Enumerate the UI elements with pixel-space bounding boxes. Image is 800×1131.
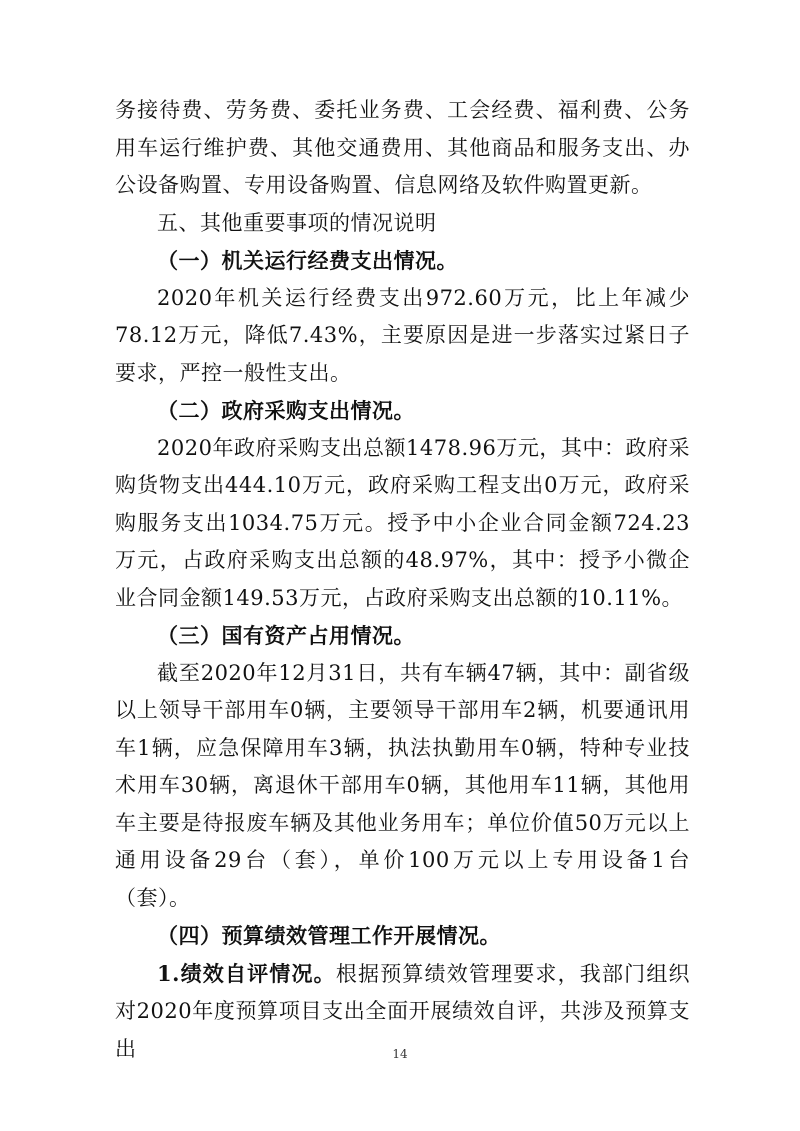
subsection-1-heading: （一）机关运行经费支出情况。 <box>157 248 458 273</box>
subsection-2-paragraph: 2020年政府采购支出总额1478.96万元，其中：政府采购货物支出444.10万元，政府采购工程支出0万元，政府采购服务支出1034.75万元。授予中小企业合同金额724.23万元，占政府采购支出总额的48.97%，其中：授予小微企业合同金额149.53万元，占政府采购支出总额的10.11%。 <box>115 435 690 610</box>
item-1-text: 根据预算绩效管理要求，我部门组织对2020年度预算项目支出全面开展绩效自评，共涉及预算支出 <box>115 961 690 1061</box>
item-1-lead: 1.绩效自评情况。 <box>157 960 336 986</box>
intro-paragraph: 务接待费、劳务费、委托业务费、工会经费、福利费、公务用车运行维护费、其他交通费用、其他商品和服务支出、办公设备购置、专用设备购置、信息网络及软件购置更新。 <box>115 98 690 197</box>
page-body <box>115 92 690 1068</box>
subsection-1-paragraph: 2020年机关运行经费支出972.60万元，比上年减少78.12万元，降低7.43%，主要原因是进一步落实过紧日子要求，严控一般性支出。 <box>115 285 690 385</box>
subsection-2-heading: （二）政府采购支出情况。 <box>157 398 415 423</box>
subsection-3-heading: （三）国有资产占用情况。 <box>157 623 415 648</box>
page-number: 14 <box>392 1047 408 1061</box>
subsection-3-paragraph: 截至2020年12月31日，共有车辆47辆，其中：副省级以上领导干部用车0辆，主要领导干部用车2辆，机要通讯用车1辆，应急保障用车3辆，执法执勤用车0辆，特种专业技术用车30辆，离退休干部用车0辆，其他用车11辆，其他用车主要是待报废车辆及其他业务用车；单位价值50万元以上通用设备29台（套），单价100万元以上专用设备1台（套）。 <box>115 660 690 910</box>
section-five-heading: 五、其他重要事项的情况说明 <box>157 210 437 235</box>
subsection-4-heading: （四）预算绩效管理工作开展情况。 <box>157 923 501 948</box>
